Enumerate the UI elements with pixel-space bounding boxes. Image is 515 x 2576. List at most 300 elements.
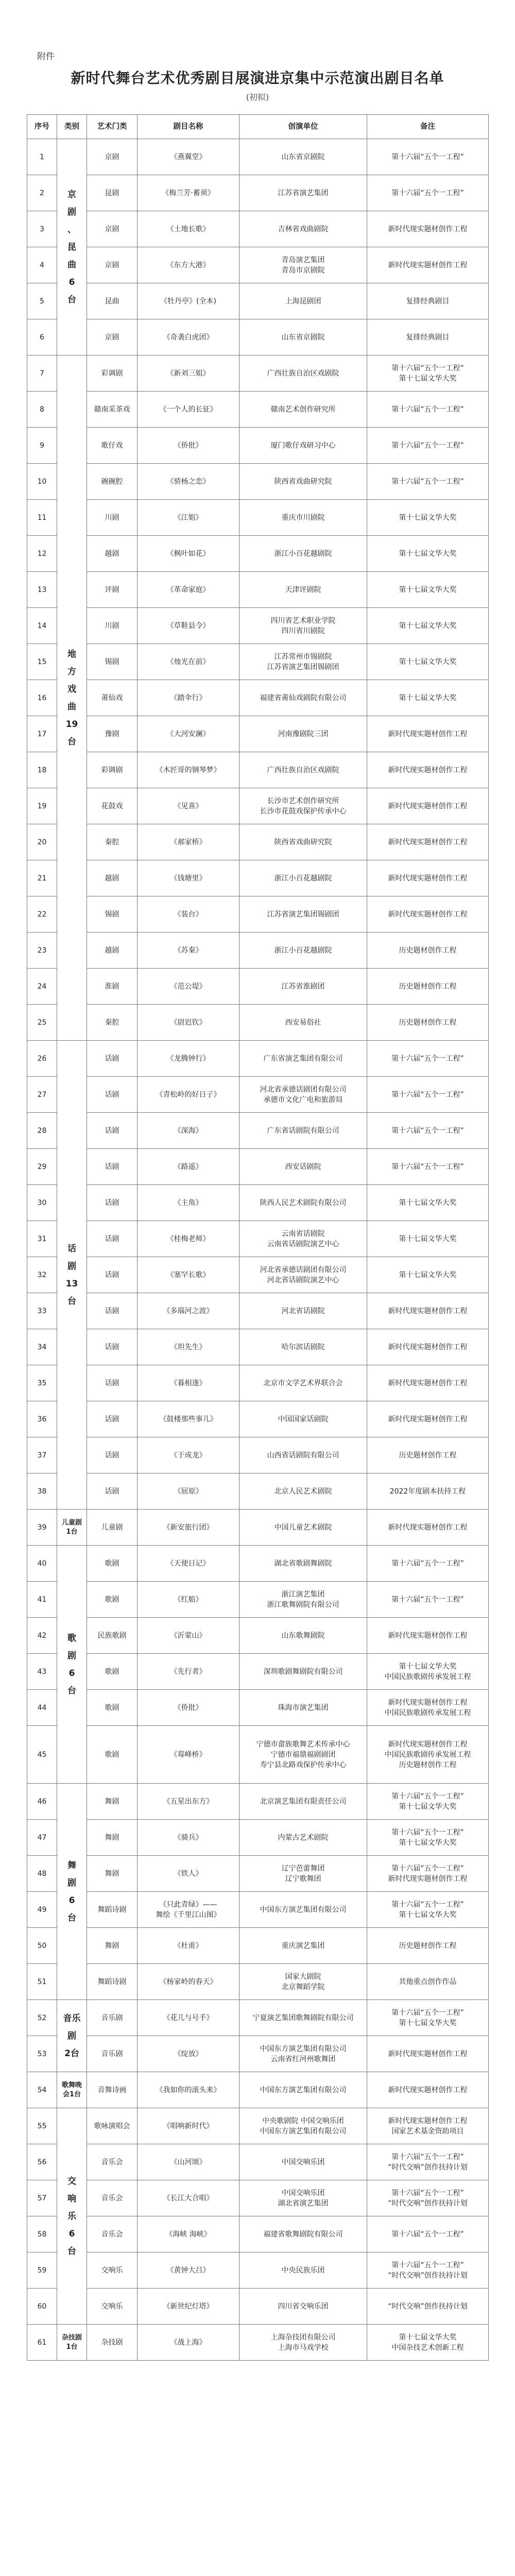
row-number: 16 (27, 680, 57, 716)
remark: 新时代现实题材创作工程 (367, 1618, 489, 1654)
table-row (27, 355, 489, 392)
art-genre: 评剧 (87, 572, 138, 608)
program-name: 《杨家岭的春天》 (138, 1964, 239, 2000)
category-cell: 交 响 乐 6 台 (57, 2108, 87, 2325)
program-name: 《踏伞行》 (138, 680, 239, 716)
producing-unit: 上海杂技团有限公司 上海市马戏学校 (239, 2325, 367, 2361)
category-cell: 杂技剧 1台 (57, 2325, 87, 2361)
remark: 第十七届文华大奖 (367, 500, 489, 536)
art-genre: 彩调剧 (87, 752, 138, 788)
remark: 新时代现实题材创作工程 中国民族歌剧传承发展工程 (367, 1690, 489, 1726)
program-name: 《见喜》 (138, 788, 239, 824)
row-number: 26 (27, 1041, 57, 1077)
art-genre: 杂技剧 (87, 2325, 138, 2361)
row-number: 9 (27, 428, 57, 464)
remark: 历史题材创作工程 (367, 969, 489, 1005)
producing-unit: 西安话剧院 (239, 1149, 367, 1185)
program-name: 《土地长歌》 (138, 211, 239, 247)
table-row (27, 1546, 489, 1582)
row-number: 57 (27, 2180, 57, 2216)
remark: 新时代现实题材创作工程 (367, 896, 489, 933)
remark: 新时代现实题材创作工程 (367, 1329, 489, 1365)
art-genre: 歌仔戏 (87, 428, 138, 464)
table-row (27, 969, 489, 1005)
table-row (27, 2072, 489, 2108)
row-number: 29 (27, 1149, 57, 1185)
table-row (27, 464, 489, 500)
table-row (27, 716, 489, 752)
remark: 第十七届文华大奖 (367, 680, 489, 716)
table-row (27, 824, 489, 860)
art-genre: 话剧 (87, 1149, 138, 1185)
row-number: 47 (27, 1820, 57, 1856)
column-header: 创演单位 (239, 115, 367, 139)
remark: 历史题材创作工程 (367, 933, 489, 969)
table-row (27, 1401, 489, 1437)
art-genre: 交响乐 (87, 2289, 138, 2325)
column-header: 类别 (57, 115, 87, 139)
table-header-row (27, 115, 489, 139)
producing-unit: 重庆演艺集团 (239, 1928, 367, 1964)
row-number: 18 (27, 752, 57, 788)
producing-unit: 中国东方演艺集团有限公司 云南省红河州歌舞团 (239, 2036, 367, 2072)
table-row (27, 1784, 489, 1820)
remark: 新时代现实题材创作工程 (367, 247, 489, 283)
table-row (27, 1473, 489, 1510)
attachment-label: 附件 (37, 52, 55, 62)
column-header: 剧目名称 (138, 115, 239, 139)
art-genre: 京剧 (87, 211, 138, 247)
remark: 第十六届“五个一工程” 第十七届文华大奖 (367, 1820, 489, 1856)
page-subtitle: (初拟) (246, 92, 269, 102)
remark: 新时代现实题材创作工程 (367, 2072, 489, 2108)
program-name: 《主角》 (138, 1185, 239, 1221)
row-number: 14 (27, 608, 57, 644)
remark: 新时代现实题材创作工程 (367, 1401, 489, 1437)
table-row (27, 1041, 489, 1077)
category-cell: 儿童剧 1台 (57, 1510, 87, 1546)
remark: 第十六届“五个一工程” (367, 1077, 489, 1113)
program-name: 《莓峰桥》 (138, 1726, 239, 1784)
remark: 新时代现实题材创作工程 中国民族歌剧传承发展工程 历史题材创作工程 (367, 1726, 489, 1784)
producing-unit: 广东省话剧院有限公司 (239, 1113, 367, 1149)
producing-unit: 中国国家话剧院 (239, 1401, 367, 1437)
category-cell: 话 剧 13 台 (57, 1041, 87, 1510)
art-genre: 彩调剧 (87, 355, 138, 392)
art-genre: 音乐会 (87, 2180, 138, 2216)
art-genre: 川剧 (87, 608, 138, 644)
program-name: 《梅兰芳·蓄须》 (138, 175, 239, 211)
table-row (27, 2180, 489, 2216)
row-number: 39 (27, 1510, 57, 1546)
row-number: 50 (27, 1928, 57, 1964)
program-name: 《革命家庭》 (138, 572, 239, 608)
program-name: 《黄钟大吕》 (138, 2252, 239, 2289)
remark: 历史题材创作工程 (367, 1437, 489, 1473)
art-genre: 交响乐 (87, 2252, 138, 2289)
table-row (27, 2216, 489, 2252)
remark: 第十七届文华大奖 中国杂技艺术创新工程 (367, 2325, 489, 2361)
art-genre: 越剧 (87, 933, 138, 969)
table-row (27, 283, 489, 319)
remark: 第十六届“五个一工程” “时代交响”创作扶持计划 (367, 2144, 489, 2180)
producing-unit: 中央民族乐团 (239, 2252, 367, 2289)
row-number: 49 (27, 1892, 57, 1928)
remark: 第十六届“五个一工程” 新时代现实题材创作工程 (367, 1856, 489, 1892)
producing-unit: 珠海市演艺集团 (239, 1690, 367, 1726)
producing-unit: 湖北省歌剧舞剧院 (239, 1546, 367, 1582)
row-number: 61 (27, 2325, 57, 2361)
table-row (27, 319, 489, 355)
art-genre: 歌剧 (87, 1582, 138, 1618)
remark: 第十六届“五个一工程” (367, 1149, 489, 1185)
program-name: 《沂蒙山》 (138, 1618, 239, 1654)
program-name: 《江姐》 (138, 500, 239, 536)
row-number: 25 (27, 1005, 57, 1041)
table-row (27, 1329, 489, 1365)
row-number: 2 (27, 175, 57, 211)
producing-unit: 广西壮族自治区戏剧院 (239, 355, 367, 392)
row-number: 31 (27, 1221, 57, 1257)
remark: 新时代现实题材创作工程 (367, 788, 489, 824)
producing-unit: 福建省歌舞剧院有限公司 (239, 2216, 367, 2252)
art-genre: 音乐会 (87, 2216, 138, 2252)
row-number: 32 (27, 1257, 57, 1293)
producing-unit: 江苏省演艺集团锡剧团 (239, 896, 367, 933)
art-genre: 音舞诗画 (87, 2072, 138, 2108)
producing-unit: 天津评剧院 (239, 572, 367, 608)
producing-unit: 中国东方演艺集团有限公司 (239, 1892, 367, 1928)
program-name: 《新刘三姐》 (138, 355, 239, 392)
producing-unit: 赣南艺术创作研究所 (239, 392, 367, 428)
remark: 新时代现实题材创作工程 (367, 1293, 489, 1329)
art-genre: 锡剧 (87, 644, 138, 680)
art-genre: 舞剧 (87, 1856, 138, 1892)
table-row (27, 1510, 489, 1546)
remark: 2022年度剧本扶持工程 (367, 1473, 489, 1510)
table-row (27, 1437, 489, 1473)
program-name: 《青松岭的好日子》 (138, 1077, 239, 1113)
row-number: 27 (27, 1077, 57, 1113)
producing-unit: 山东省京剧院 (239, 139, 367, 175)
art-genre: 昆剧 (87, 175, 138, 211)
row-number: 17 (27, 716, 57, 752)
producing-unit: 深圳歌剧舞剧院有限公司 (239, 1654, 367, 1690)
row-number: 53 (27, 2036, 57, 2072)
program-name: 《五星出东方》 (138, 1784, 239, 1820)
producing-unit: 青岛演艺集团 青岛市京剧院 (239, 247, 367, 283)
table-row (27, 2252, 489, 2289)
table-row (27, 1365, 489, 1401)
producing-unit: 浙江演艺集团 浙江歌舞剧院有限公司 (239, 1582, 367, 1618)
producing-unit: 中国儿童艺术剧院 (239, 1510, 367, 1546)
row-number: 22 (27, 896, 57, 933)
remark: “时代交响”创作扶持计划 (367, 2289, 489, 2325)
remark: 第十七届文华大奖 (367, 1185, 489, 1221)
program-name: 《天使日记》 (138, 1546, 239, 1582)
program-name: 《东方大港》 (138, 247, 239, 283)
column-header: 艺术门类 (87, 115, 138, 139)
row-number: 20 (27, 824, 57, 860)
program-name: 《我如你的滚头来》 (138, 2072, 239, 2108)
row-number: 45 (27, 1726, 57, 1784)
remark: 新时代现实题材创作工程 (367, 1365, 489, 1401)
table-row (27, 933, 489, 969)
table-row (27, 1113, 489, 1149)
table-row (27, 644, 489, 680)
table-row (27, 680, 489, 716)
row-number: 5 (27, 283, 57, 319)
art-genre: 歌剧 (87, 1690, 138, 1726)
producing-unit: 江苏省演艺集团 (239, 175, 367, 211)
row-number: 35 (27, 1365, 57, 1401)
table-row (27, 572, 489, 608)
art-genre: 话剧 (87, 1473, 138, 1510)
program-name: 《只此青绿》—— 舞绘《千里江山图》 (138, 1892, 239, 1928)
program-name: 《新世纪灯塔》 (138, 2289, 239, 2325)
row-number: 12 (27, 536, 57, 572)
producing-unit: 上海昆剧团 (239, 283, 367, 319)
art-genre: 歌咏演唱会 (87, 2108, 138, 2144)
program-name: 《绽放》 (138, 2036, 239, 2072)
producing-unit: 云南省话剧院 云南省话剧院演艺中心 (239, 1221, 367, 1257)
row-number: 60 (27, 2289, 57, 2325)
producing-unit: 广东省演艺集团有限公司 (239, 1041, 367, 1077)
row-number: 43 (27, 1654, 57, 1690)
row-number: 30 (27, 1185, 57, 1221)
art-genre: 秦腔 (87, 824, 138, 860)
producing-unit: 哈尔滨话剧院 (239, 1329, 367, 1365)
row-number: 34 (27, 1329, 57, 1365)
table-row (27, 1928, 489, 1964)
art-genre: 越剧 (87, 536, 138, 572)
row-number: 4 (27, 247, 57, 283)
table-row (27, 860, 489, 896)
remark: 第十六届“五个一工程” (367, 1113, 489, 1149)
remark: 历史题材创作工程 (367, 1928, 489, 1964)
program-name: 《龙腾钟行》 (138, 1041, 239, 1077)
art-genre: 话剧 (87, 1329, 138, 1365)
row-number: 55 (27, 2108, 57, 2144)
producing-unit: 河北省话剧院 (239, 1293, 367, 1329)
row-number: 23 (27, 933, 57, 969)
art-genre: 音乐剧 (87, 2036, 138, 2072)
art-genre: 越剧 (87, 860, 138, 896)
art-genre: 京剧 (87, 139, 138, 175)
remark: 新时代现实题材创作工程 (367, 211, 489, 247)
program-name: 《铁人》 (138, 1856, 239, 1892)
row-number: 38 (27, 1473, 57, 1510)
producing-unit: 陕西省戏曲研究院 (239, 824, 367, 860)
table-row (27, 1005, 489, 1041)
program-name: 《多瑙河之波》 (138, 1293, 239, 1329)
table-row (27, 392, 489, 428)
table-row (27, 1293, 489, 1329)
art-genre: 舞剧 (87, 1928, 138, 1964)
remark: 新时代现实题材创作工程 (367, 752, 489, 788)
art-genre: 民族歌剧 (87, 1618, 138, 1654)
program-name: 《范公堤》 (138, 969, 239, 1005)
row-number: 40 (27, 1546, 57, 1582)
producing-unit: 北京演艺集团有限责任公司 (239, 1784, 367, 1820)
program-name: 《燕翼堂》 (138, 139, 239, 175)
table-row (27, 1185, 489, 1221)
program-name: 《长江大合唱》 (138, 2180, 239, 2216)
row-number: 46 (27, 1784, 57, 1820)
page-title: 新时代舞台艺术优秀剧目展演进京集中示范演出剧目名单 (71, 70, 444, 87)
producing-unit: 四川省交响乐团 (239, 2289, 367, 2325)
row-number: 3 (27, 211, 57, 247)
producing-unit: 浙江小百花越剧院 (239, 933, 367, 969)
table-row (27, 752, 489, 788)
producing-unit: 北京人民艺术剧院 (239, 1473, 367, 1510)
row-number: 1 (27, 139, 57, 175)
producing-unit: 山东省京剧院 (239, 319, 367, 355)
program-name: 《草鞋县令》 (138, 608, 239, 644)
program-name: 《装台》 (138, 896, 239, 933)
row-number: 10 (27, 464, 57, 500)
row-number: 37 (27, 1437, 57, 1473)
producing-unit: 中国东方演艺集团有限公司 (239, 2072, 367, 2108)
program-name: 《郝家桥》 (138, 824, 239, 860)
category-cell: 地 方 戏 曲 19 台 (57, 355, 87, 1041)
table-row (27, 1964, 489, 2000)
producing-unit: 陕西人民艺术剧院有限公司 (239, 1185, 367, 1221)
remark: 第十六届“五个一工程” (367, 1582, 489, 1618)
program-name: 《一个人的长征》 (138, 392, 239, 428)
producing-unit: 山西省话剧院有限公司 (239, 1437, 367, 1473)
art-genre: 话剧 (87, 1185, 138, 1221)
remark: 第十六届“五个一工程” (367, 464, 489, 500)
table-row (27, 2144, 489, 2180)
art-genre: 豫剧 (87, 716, 138, 752)
art-genre: 话剧 (87, 1041, 138, 1077)
remark: 第十七届文华大奖 中国民族歌剧传承发展工程 (367, 1654, 489, 1690)
remark: 第十七届文华大奖 (367, 644, 489, 680)
art-genre: 舞剧 (87, 1784, 138, 1820)
table-body (27, 139, 489, 2361)
producing-unit: 中国交响乐团 (239, 2144, 367, 2180)
row-number: 11 (27, 500, 57, 536)
producing-unit: 长沙市艺术创作研究所 长沙市花鼓戏保护传承中心 (239, 788, 367, 824)
program-name: 《先行者》 (138, 1654, 239, 1690)
art-genre: 秦腔 (87, 1005, 138, 1041)
remark: 第十七届文华大奖 (367, 572, 489, 608)
producing-unit: 厦门歌仔戏研习中心 (239, 428, 367, 464)
producing-unit: 中央歌剧院 中国交响乐团 中国东方演艺集团有限公司 (239, 2108, 367, 2144)
art-genre: 儿童剧 (87, 1510, 138, 1546)
producing-unit: 江苏省淮剧团 (239, 969, 367, 1005)
row-number: 52 (27, 2000, 57, 2036)
producing-unit: 国家大剧院 北京舞蹈学院 (239, 1964, 367, 2000)
table-row (27, 1618, 489, 1654)
table-row (27, 2000, 489, 2036)
remark: 第十六届“五个一工程” (367, 2216, 489, 2252)
remark: 新时代现实题材创作工程 (367, 716, 489, 752)
art-genre: 话剧 (87, 1221, 138, 1257)
program-name: 《侨批》 (138, 428, 239, 464)
art-genre: 舞蹈诗剧 (87, 1964, 138, 2000)
art-genre: 川剧 (87, 500, 138, 536)
program-name: 《枫叶如花》 (138, 536, 239, 572)
program-name: 《唱响新时代》 (138, 2108, 239, 2144)
remark: 新时代现实题材创作工程 (367, 824, 489, 860)
row-number: 13 (27, 572, 57, 608)
producing-unit: 西安易俗社 (239, 1005, 367, 1041)
table-row (27, 1221, 489, 1257)
table-row (27, 1654, 489, 1690)
row-number: 36 (27, 1401, 57, 1437)
table-row (27, 536, 489, 572)
remark: 第十六届“五个一工程” (367, 428, 489, 464)
art-genre: 赣南采茶戏 (87, 392, 138, 428)
row-number: 42 (27, 1618, 57, 1654)
art-genre: 碗碗腔 (87, 464, 138, 500)
category-cell: 京 剧 、 昆 曲 6 台 (57, 139, 87, 355)
category-cell: 歌 剧 6 台 (57, 1546, 87, 1784)
art-genre: 音乐会 (87, 2144, 138, 2180)
table-row (27, 2289, 489, 2325)
program-name: 《暮相逢》 (138, 1365, 239, 1401)
program-name: 《海峡 海峡》 (138, 2216, 239, 2252)
table-row (27, 2325, 489, 2361)
art-genre: 锡剧 (87, 896, 138, 933)
art-genre: 莆仙戏 (87, 680, 138, 716)
column-header: 序号 (27, 115, 57, 139)
producing-unit: 中国交响乐团 湖北省演艺集团 (239, 2180, 367, 2216)
table-row (27, 608, 489, 644)
program-name: 《烛光在前》 (138, 644, 239, 680)
producing-unit: 内蒙古艺术剧院 (239, 1820, 367, 1856)
table-row (27, 1856, 489, 1892)
producing-unit: 四川省艺术职业学院 四川省川剧院 (239, 608, 367, 644)
remark: 第十六届“五个一工程” 第十七届文华大奖 (367, 355, 489, 392)
row-number: 48 (27, 1856, 57, 1892)
row-number: 51 (27, 1964, 57, 2000)
producing-unit: 山东歌舞剧院 (239, 1618, 367, 1654)
table-row (27, 1582, 489, 1618)
art-genre: 京剧 (87, 247, 138, 283)
table-row (27, 1820, 489, 1856)
table-row (27, 2108, 489, 2144)
art-genre: 舞蹈诗剧 (87, 1892, 138, 1928)
program-name: 《红船》 (138, 1582, 239, 1618)
table-row (27, 139, 489, 175)
art-genre: 话剧 (87, 1113, 138, 1149)
producing-unit: 北京市文学艺术界联合会 (239, 1365, 367, 1401)
row-number: 19 (27, 788, 57, 824)
row-number: 6 (27, 319, 57, 355)
row-number: 8 (27, 392, 57, 428)
table-row (27, 788, 489, 824)
remark: 复排经典剧目 (367, 319, 489, 355)
remark: 第十六届“五个一工程” (367, 392, 489, 428)
producing-unit: 吉林省戏曲剧院 (239, 211, 367, 247)
row-number: 24 (27, 969, 57, 1005)
program-name: 《山河颂》 (138, 2144, 239, 2180)
row-number: 58 (27, 2216, 57, 2252)
remark: 新时代现实题材创作工程 国家艺术基金资助项目 (367, 2108, 489, 2144)
remark: 新时代现实题材创作工程 (367, 2036, 489, 2072)
remark: 第十六届“五个一工程” (367, 175, 489, 211)
producing-unit: 浙江小百花越剧院 (239, 536, 367, 572)
producing-unit: 江苏常州市锡剧院 江苏省演艺集团锡剧团 (239, 644, 367, 680)
table-row (27, 428, 489, 464)
program-name: 《路遥》 (138, 1149, 239, 1185)
program-name: 《骄杨之恋》 (138, 464, 239, 500)
program-name: 《侨批》 (138, 1690, 239, 1726)
remark: 第十七届文华大奖 (367, 536, 489, 572)
